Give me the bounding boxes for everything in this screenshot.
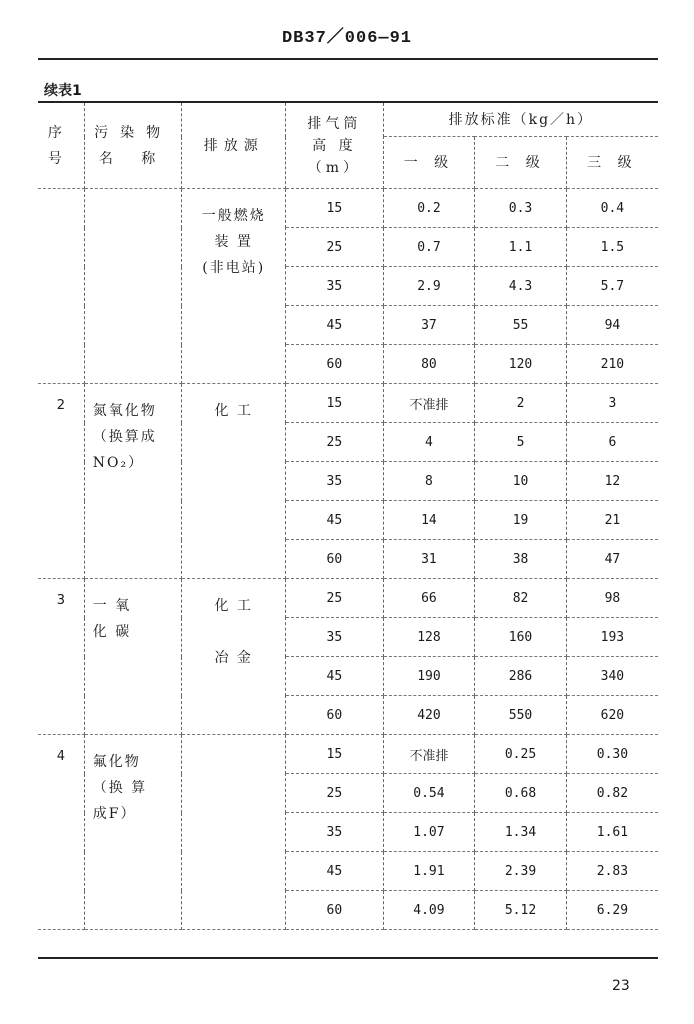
emission-source-line: 冶 金 — [214, 650, 253, 666]
level-1-cell: 1.91 — [383, 852, 475, 891]
level-3-cell: 21 — [566, 501, 658, 540]
header-emission-source — [182, 103, 286, 189]
level-3-cell: 94 — [566, 306, 658, 345]
level-2-cell: 1.34 — [475, 813, 567, 852]
level-3-cell: 47 — [566, 540, 658, 579]
seq-cell: 3 — [38, 579, 84, 735]
header-seq — [38, 103, 84, 189]
level-2-cell: 2.39 — [475, 852, 567, 891]
level-2-cell: 550 — [475, 696, 567, 735]
stack-height-cell: 45 — [286, 501, 384, 540]
page-number: 23 — [612, 978, 630, 994]
emission-source-cell — [182, 735, 286, 930]
emission-source-line: 化 工 — [214, 598, 253, 614]
level-2-cell: 0.25 — [475, 735, 567, 774]
pollutant-name-line: 一 氧 — [92, 598, 132, 614]
stack-height-cell: 35 — [286, 462, 384, 501]
pollutant-name-line: 成F） — [92, 806, 137, 822]
level-2-cell: 4.3 — [475, 267, 567, 306]
pollutant-name-cell — [84, 189, 182, 384]
header-height-line: （m） — [307, 159, 361, 176]
level-2-cell: 19 — [475, 501, 567, 540]
emission-source-line: 装 置 — [214, 234, 253, 250]
stack-height-cell: 25 — [286, 228, 384, 267]
level-3-cell: 620 — [566, 696, 658, 735]
seq-cell: 4 — [38, 735, 84, 930]
level-3-cell: 210 — [566, 345, 658, 384]
level-2-cell: 5 — [475, 423, 567, 462]
stack-height-cell: 25 — [286, 774, 384, 813]
stack-height-cell: 45 — [286, 657, 384, 696]
emission-source-line: 一般燃烧 — [201, 208, 266, 224]
table-caption: 续表1 — [44, 83, 82, 99]
level-2-cell: 55 — [475, 306, 567, 345]
level-2-cell: 10 — [475, 462, 567, 501]
level-3-cell: 1.5 — [566, 228, 658, 267]
pollutant-name-line: 化 碳 — [92, 624, 132, 640]
level-1-cell: 0.54 — [383, 774, 475, 813]
level-3-cell: 6.29 — [566, 891, 658, 930]
level-3-cell: 12 — [566, 462, 658, 501]
header-height-line: 高 度 — [312, 137, 357, 154]
level-2-cell: 120 — [475, 345, 567, 384]
header-level-label: 一 级 — [403, 154, 455, 171]
level-3-cell: 0.30 — [566, 735, 658, 774]
table-row — [38, 579, 658, 618]
level-2-cell: 0.68 — [475, 774, 567, 813]
level-3-cell: 0.82 — [566, 774, 658, 813]
table-body — [38, 189, 658, 930]
header-seq-line: 序 — [47, 124, 74, 141]
emission-source-line — [182, 619, 285, 645]
level-2-cell: 160 — [475, 618, 567, 657]
stack-height-cell: 60 — [286, 891, 384, 930]
level-2-cell: 82 — [475, 579, 567, 618]
table-row — [38, 735, 658, 774]
header-level-1 — [383, 137, 475, 189]
level-3-cell: 340 — [566, 657, 658, 696]
header-level-label: 三 级 — [587, 154, 638, 171]
header-stack-height — [286, 103, 384, 189]
level-1-cell: 31 — [383, 540, 475, 579]
level-3-cell: 3 — [566, 384, 658, 423]
stack-height-cell: 35 — [286, 267, 384, 306]
header-emission-standard — [383, 103, 658, 137]
level-1-cell: 37 — [383, 306, 475, 345]
table-bottom-rule — [38, 957, 658, 959]
header-name-line: 污染物 — [94, 124, 173, 141]
level-1-cell: 420 — [383, 696, 475, 735]
stack-height-cell: 15 — [286, 189, 384, 228]
level-1-cell: 0.2 — [383, 189, 475, 228]
stack-height-cell: 15 — [286, 384, 384, 423]
stack-height-cell: 35 — [286, 813, 384, 852]
table-row — [38, 189, 658, 228]
level-1-cell: 128 — [383, 618, 475, 657]
level-1-cell: 4.09 — [383, 891, 475, 930]
pollutant-name-line: （换算成 — [92, 429, 157, 445]
level-3-cell: 2.83 — [566, 852, 658, 891]
document-code: DB37／006—91 — [281, 29, 413, 48]
pollutant-name-cell — [84, 735, 182, 930]
stack-height-cell: 35 — [286, 618, 384, 657]
level-2-cell: 286 — [475, 657, 567, 696]
emission-source-line: (非电站) — [202, 260, 266, 276]
level-1-cell: 190 — [383, 657, 475, 696]
emission-source-cell — [182, 384, 286, 579]
level-1-cell: 14 — [383, 501, 475, 540]
stack-height-cell: 60 — [286, 696, 384, 735]
level-2-cell: 0.3 — [475, 189, 567, 228]
level-1-cell: 2.9 — [383, 267, 475, 306]
level-3-cell: 5.7 — [566, 267, 658, 306]
stack-height-cell: 25 — [286, 579, 384, 618]
stack-height-cell: 45 — [286, 306, 384, 345]
header-seq-line: 号 — [47, 150, 74, 167]
level-1-cell: 80 — [383, 345, 475, 384]
seq-cell — [38, 189, 84, 384]
pollutant-name-line: 氟化物 — [92, 754, 141, 770]
level-1-cell: 4 — [383, 423, 475, 462]
stack-height-cell: 25 — [286, 423, 384, 462]
pollutant-name-line: （换 算 — [92, 780, 148, 796]
level-1-cell: 8 — [383, 462, 475, 501]
pollutant-name-cell — [84, 579, 182, 735]
seq-cell: 2 — [38, 384, 84, 579]
header-rule — [38, 58, 658, 60]
level-2-cell: 5.12 — [475, 891, 567, 930]
level-1-cell: 0.7 — [383, 228, 475, 267]
header-level-2 — [475, 137, 567, 189]
header-level-3 — [566, 137, 658, 189]
table-row — [38, 384, 658, 423]
header-standard-label: 排放标准（kg／h） — [448, 111, 594, 128]
level-2-cell: 1.1 — [475, 228, 567, 267]
stack-height-cell: 60 — [286, 540, 384, 579]
header-level-label: 二 级 — [495, 154, 546, 171]
level-1-cell: 66 — [383, 579, 475, 618]
emission-standards-table — [38, 103, 658, 930]
level-3-cell: 1.61 — [566, 813, 658, 852]
emission-source-cell — [182, 189, 286, 384]
level-3-cell: 193 — [566, 618, 658, 657]
pollutant-name-line: 氮氧化物 — [92, 403, 157, 419]
level-3-cell: 6 — [566, 423, 658, 462]
header-source-label: 排放源 — [203, 137, 264, 154]
level-3-cell: 0.4 — [566, 189, 658, 228]
emission-source-line: 化 工 — [214, 403, 253, 419]
pollutant-name-cell — [84, 384, 182, 579]
level-1-cell: 1.07 — [383, 813, 475, 852]
level-1-cell: 不准排 — [383, 384, 475, 423]
level-3-cell: 98 — [566, 579, 658, 618]
header-height-line: 排气筒 — [307, 115, 362, 132]
emission-source-cell — [182, 579, 286, 735]
stack-height-cell: 45 — [286, 852, 384, 891]
level-2-cell: 2 — [475, 384, 567, 423]
stack-height-cell: 60 — [286, 345, 384, 384]
level-2-cell: 38 — [475, 540, 567, 579]
level-1-cell: 不准排 — [383, 735, 475, 774]
stack-height-cell: 15 — [286, 735, 384, 774]
pollutant-name-line: NO₂） — [92, 455, 145, 471]
header-name-line: 名 称 — [98, 150, 168, 167]
header-pollutant-name — [84, 103, 182, 189]
